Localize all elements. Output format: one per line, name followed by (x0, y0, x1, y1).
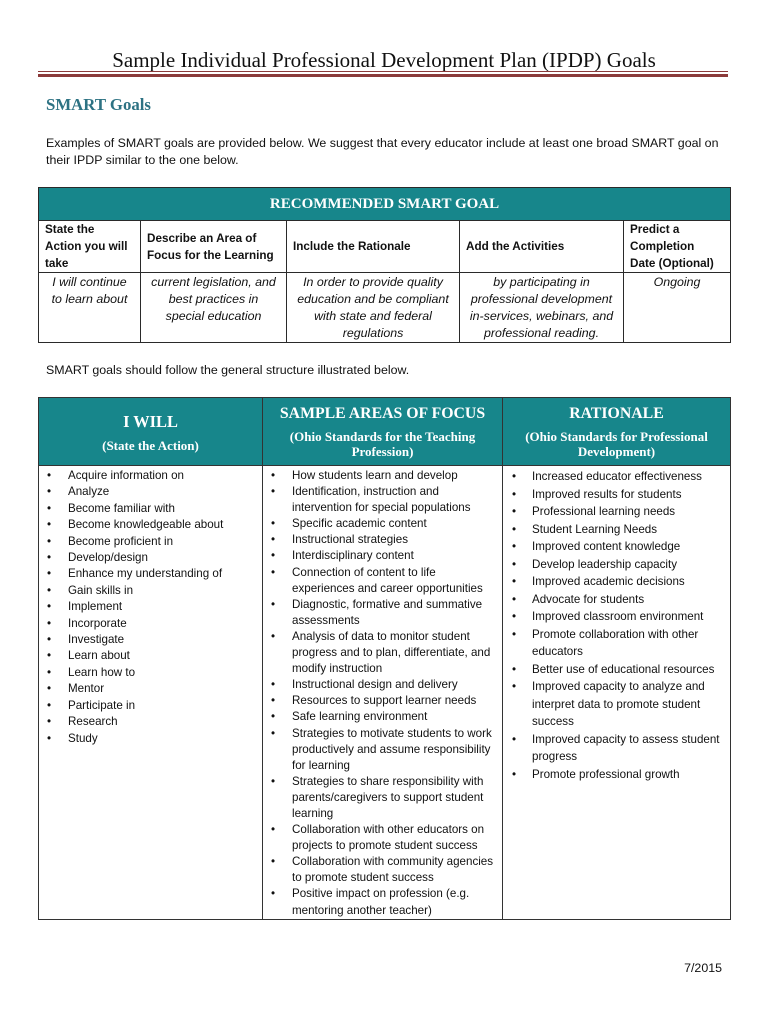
example-completion-date-cell: Ongoing (624, 273, 731, 343)
focus-area-item: • Collaboration with community agencies to promote student success (263, 854, 497, 886)
focus-area-list (263, 468, 497, 919)
column-header-action: State the Action you will take (39, 221, 141, 273)
structure-header-row (39, 398, 731, 466)
action-verb-item: • Develop/design (39, 550, 257, 566)
recommended-goal-table (38, 187, 731, 343)
rationale-item: • Advocate for students (503, 591, 725, 609)
intro-paragraph: Examples of SMART goals are provided below. We suggest that every educator include at least one broad SMART goal on their IPDP similar to the one below. (46, 136, 719, 167)
focus-area-item: • Specific academic content (263, 516, 497, 532)
focus-column-header (263, 398, 503, 466)
rationale-list (503, 468, 725, 783)
focus-area-item: • How students learn and develop (263, 468, 497, 484)
rationale-item: • Improved content knowledge (503, 538, 725, 556)
focus-area-item: • Connection of content to life experiences and career opportunities (263, 565, 497, 597)
action-verb-item: • Incorporate (39, 616, 257, 632)
recommended-goal-heading: RECOMMENDED SMART GOAL (39, 188, 731, 221)
example-rationale-cell: In order to provide quality education and be compliant with state and federal regulations (287, 273, 460, 343)
rationale-item: • Improved classroom environment (503, 608, 725, 626)
rationale-column-title: RATIONALE (569, 405, 664, 422)
rationale-item: • Improved academic decisions (503, 573, 725, 591)
action-verb-item: • Study (39, 731, 257, 747)
table-row (39, 273, 731, 343)
action-verb-item: • Gain skills in (39, 583, 257, 599)
focus-area-item: • Identification, instruction and intervention for special populations (263, 484, 497, 516)
example-action-cell: I will continue to learn about (39, 273, 141, 343)
column-header-activities: Add the Activities (460, 221, 624, 273)
focus-column-title: SAMPLE AREAS OF FOCUS (279, 405, 486, 422)
structure-note: SMART goals should follow the general structure illustrated below. (46, 363, 410, 377)
action-verb-item: • Investigate (39, 632, 257, 648)
focus-area-item: • Positive impact on profession (e.g. mentoring another teacher) (263, 886, 497, 918)
focus-area-item: • Instructional design and delivery (263, 677, 497, 693)
focus-area-item: • Collaboration with other educators on projects to promote student success (263, 822, 497, 854)
rationale-column-header (503, 398, 731, 466)
action-column-title: I WILL (123, 411, 178, 431)
rationale-item: • Improved capacity to assess student progress (503, 731, 725, 766)
action-verb-item: • Acquire information on (39, 468, 257, 484)
focus-area-item: • Diagnostic, formative and summative assessments (263, 597, 497, 629)
action-column-subtitle: (State the Action) (102, 437, 199, 453)
focus-area-item: • Resources to support learner needs (263, 693, 497, 709)
rationale-item: • Promote professional growth (503, 766, 725, 784)
column-header-rationale: Include the Rationale (287, 221, 460, 273)
rationale-item: • Promote collaboration with other educators (503, 626, 725, 661)
focus-area-item: • Interdisciplinary content (263, 548, 497, 564)
action-verb-item: • Research (39, 714, 257, 730)
action-verb-item: • Enhance my understanding of (39, 566, 257, 582)
action-verb-item: • Mentor (39, 681, 257, 697)
example-focus-cell: current legislation, and best practices in special education (141, 273, 287, 343)
action-verb-item: • Implement (39, 599, 257, 615)
focus-area-item: • Instructional strategies (263, 532, 497, 548)
action-verb-item: • Participate in (39, 698, 257, 714)
action-verb-item: • Become familiar with (39, 501, 257, 517)
action-verb-item: • Learn how to (39, 665, 257, 681)
rationale-column-cell (503, 466, 731, 920)
focus-column-cell (263, 466, 503, 920)
rationale-item: • Develop leadership capacity (503, 556, 725, 574)
action-verb-list (39, 468, 257, 747)
action-column-header (39, 398, 263, 466)
footer-date: 7/2015 (684, 961, 722, 975)
example-activities-cell: by participating in professional development in-services, webinars, and professional reading. (460, 273, 624, 343)
rationale-item: • Student Learning Needs (503, 521, 725, 539)
focus-column-subtitle: (Ohio Standards for the Teaching Profession) (289, 429, 476, 459)
rationale-item: • Increased educator effectiveness (503, 468, 725, 486)
focus-area-item: • Strategies to motivate students to work productively and assume responsibility for learning (263, 726, 497, 774)
rationale-column-subtitle: (Ohio Standards for Professional Development) (525, 429, 708, 459)
title-underline-rule (38, 71, 728, 77)
action-verb-item: • Become proficient in (39, 534, 257, 550)
rationale-item: • Improved capacity to analyze and interpret data to promote student success (503, 678, 725, 731)
column-header-focus: Describe an Area of Focus for the Learning (141, 221, 287, 273)
rationale-item: • Better use of educational resources (503, 661, 725, 679)
focus-area-item: • Strategies to share responsibility with parents/caregivers to support student learning (263, 774, 497, 822)
action-verb-item: • Learn about (39, 648, 257, 664)
document-title: Sample Individual Professional Development Plan (IPDP) Goals (112, 48, 656, 72)
recommended-goal-header-row (39, 188, 731, 221)
column-header-row (39, 221, 731, 273)
action-verb-item: • Become knowledgeable about (39, 517, 257, 533)
rationale-item: • Improved results for students (503, 486, 725, 504)
column-header-completion-date: Predict a Completion Date (Optional) (624, 221, 731, 273)
action-column-cell (39, 466, 263, 920)
section-heading: SMART Goals (46, 95, 151, 114)
table-row (39, 466, 731, 920)
focus-area-item: • Safe learning environment (263, 709, 497, 725)
smart-goal-structure-table (38, 397, 731, 920)
rationale-item: • Professional learning needs (503, 503, 725, 521)
action-verb-item: • Analyze (39, 484, 257, 500)
focus-area-item: • Analysis of data to monitor student progress and to plan, differentiate, and modify instruction (263, 629, 497, 677)
